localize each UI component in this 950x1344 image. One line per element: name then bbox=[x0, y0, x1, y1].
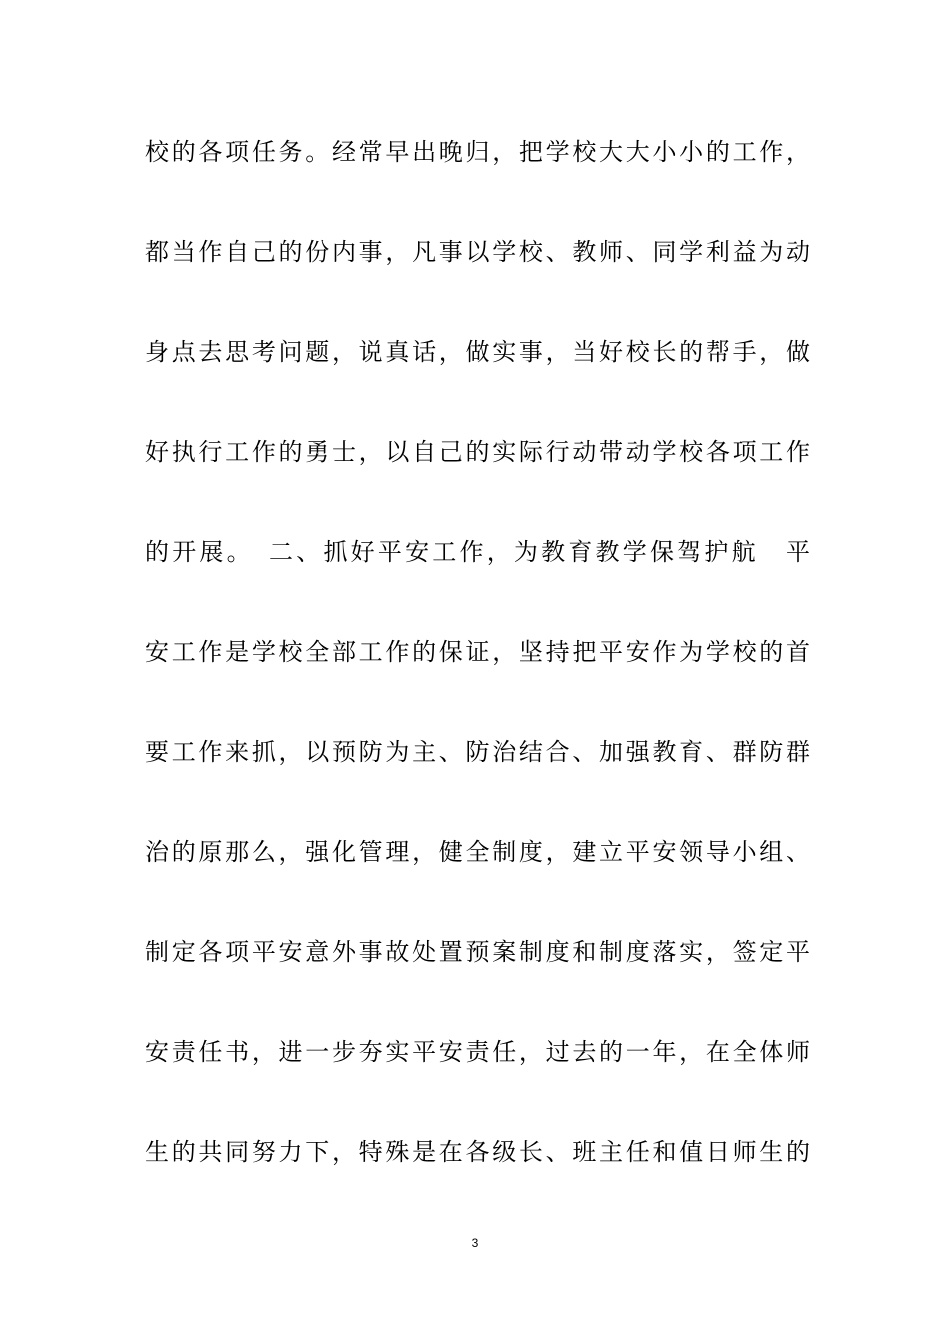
text-line: 治的原那么，强化管理，健全制度，建立平安领导小组、 bbox=[145, 838, 810, 866]
text-line: 校的各项任务。经常早出晚归，把学校大大小小的工作， bbox=[145, 138, 810, 166]
text-line: 身点去思考问题，说真话，做实事，当好校长的帮手，做 bbox=[145, 338, 810, 366]
text-line: 生的共同努力下，特殊是在各级长、班主任和值日师生的 bbox=[145, 1138, 810, 1166]
text-line: 要工作来抓，以预防为主、防治结合、加强教育、群防群 bbox=[145, 738, 810, 766]
text-line: 安责任书，进一步夯实平安责任，过去的一年，在全体师 bbox=[145, 1038, 810, 1066]
text-line: 都当作自己的份内事，凡事以学校、教师、同学利益为动 bbox=[145, 238, 810, 266]
text-line: 制定各项平安意外事故处置预案制度和制度落实，签定平 bbox=[145, 938, 810, 966]
text-line: 的开展。 二、抓好平安工作，为教育教学保驾护航 平 bbox=[145, 538, 810, 566]
body-text bbox=[145, 126, 810, 1226]
text-line: 安工作是学校全部工作的保证，坚持把平安作为学校的首 bbox=[145, 638, 810, 666]
text-line: 好执行工作的勇士，以自己的实际行动带动学校各项工作 bbox=[145, 438, 810, 466]
page-number: 3 bbox=[471, 1236, 479, 1250]
